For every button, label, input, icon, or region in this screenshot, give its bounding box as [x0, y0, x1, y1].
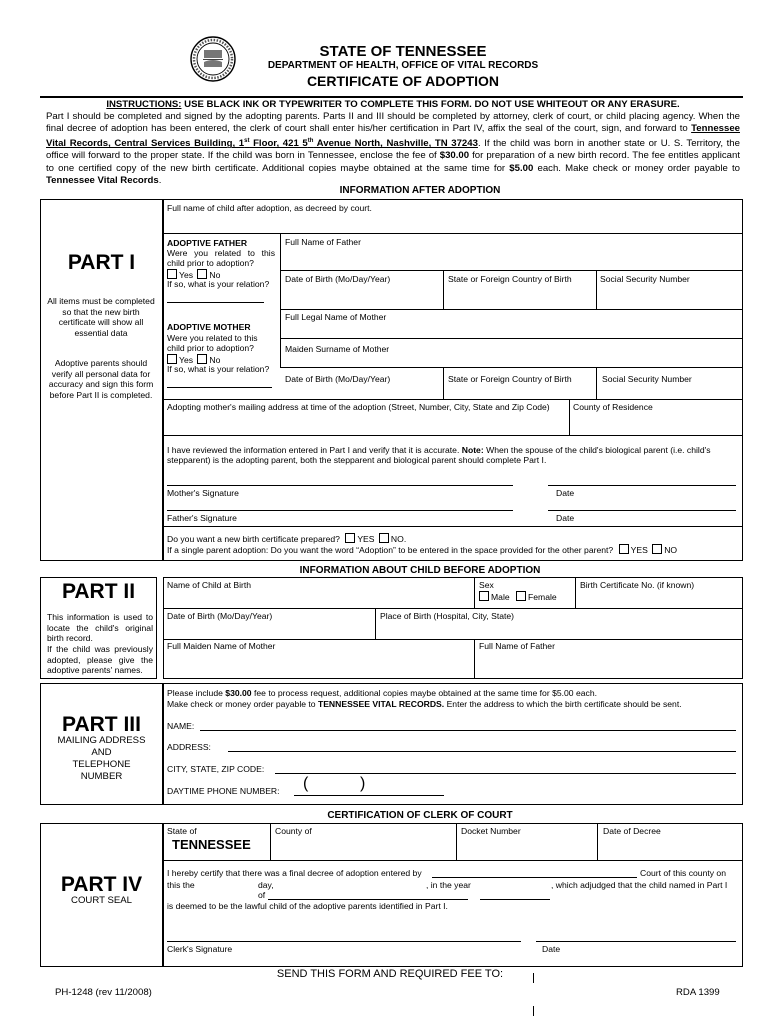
- col-divider: [456, 823, 457, 860]
- name-field-label: NAME:: [167, 721, 195, 731]
- col-divider: [597, 823, 598, 860]
- decree-date-label[interactable]: Date of Decree: [603, 826, 661, 836]
- row-divider: [163, 399, 743, 400]
- city-field-line[interactable]: [275, 773, 736, 774]
- state-value: TENNESSEE: [172, 837, 251, 852]
- part3-subtitle-4: NUMBER: [80, 771, 123, 782]
- row-divider: [163, 526, 743, 527]
- col-divider: [280, 233, 281, 367]
- part2-note2: If the child was previously adopted, please give the adoptive parents' names.: [47, 644, 153, 676]
- mother-relation-label: If so, what is your relation?: [167, 364, 270, 374]
- docket-number-label[interactable]: Docket Number: [461, 826, 521, 836]
- city-field-label: CITY, STATE, ZIP CODE:: [167, 764, 265, 774]
- new-cert-no: NO.: [390, 534, 407, 544]
- instructions-fee1: $30.00: [439, 150, 470, 162]
- address-field-line[interactable]: [228, 751, 736, 752]
- addr-sup2: th: [307, 138, 314, 145]
- fee-b: fee to process request, additional copies maybe obtained at the same time for $5.00 each.: [251, 688, 597, 698]
- pay-name: TENNESSEE VITAL RECORDS.: [317, 699, 445, 709]
- instructions-fee2: $5.00: [509, 162, 534, 174]
- father-ssn-label[interactable]: Social Security Number: [600, 274, 690, 284]
- part3-subtitle-1: MAILING ADDRESS: [57, 735, 146, 746]
- row-divider: [163, 435, 743, 436]
- mother-yes-checkbox[interactable]: [167, 354, 177, 364]
- verification-text: [167, 445, 737, 466]
- place-of-birth-label[interactable]: Place of Birth (Hospital, City, State): [380, 611, 515, 621]
- part3-title: PART III: [62, 713, 141, 736]
- row-divider: [280, 309, 743, 310]
- pay-b: Enter the address to which the birth certificate should be sent.: [444, 699, 682, 709]
- father-relation-line: [167, 302, 264, 303]
- single-no: NO: [664, 545, 678, 555]
- part3-subtitle-3: TELEPHONE: [72, 759, 131, 770]
- cert-text-h: is deemed to be the lawful child of the adoptive parents identified in Part I.: [167, 901, 448, 911]
- row-divider: [163, 860, 743, 861]
- pay-a: Make check or money order payable to: [167, 699, 318, 709]
- header-rule: [40, 96, 743, 98]
- mother-yes-label: Yes: [179, 355, 194, 365]
- col-divider: [474, 577, 475, 608]
- single-yes-checkbox[interactable]: [619, 544, 629, 554]
- part2-form: [163, 577, 743, 679]
- rda-number: RDA 1399: [676, 987, 720, 998]
- new-cert-no-checkbox[interactable]: [379, 533, 389, 543]
- col-divider: [596, 367, 597, 399]
- phone-field-label: DAYTIME PHONE NUMBER:: [167, 786, 280, 796]
- addr-a: Tennessee Vital Records, Central Services Building, 1: [46, 123, 740, 150]
- cert-text-e: , in the year: [426, 880, 471, 890]
- col-divider: [443, 367, 444, 399]
- col-divider: [375, 608, 376, 639]
- mailing-address-label[interactable]: Adopting mother's mailing address at time of the adoption (Street, Number, City, State and Zip Code): [167, 402, 550, 412]
- part2-title: PART II: [61, 580, 136, 603]
- part2-note: This information is used to locate the child's original birth record.: [47, 612, 153, 644]
- county-of-label[interactable]: County of: [275, 826, 312, 836]
- adoptive-mother-heading: ADOPTIVE MOTHER: [167, 322, 251, 332]
- name-field-line[interactable]: [200, 730, 736, 731]
- department-title: DEPARTMENT OF HEALTH, OFFICE OF VITAL RECORDS: [267, 60, 539, 71]
- row-divider: [163, 639, 743, 640]
- child-dob-label[interactable]: Date of Birth (Mo/Day/Year): [167, 611, 273, 621]
- cert-text-g: of: [258, 890, 266, 900]
- state-title: STATE OF TENNESSEE: [319, 43, 487, 60]
- mother-ssn-label[interactable]: Social Security Number: [602, 374, 692, 384]
- footer-mark: [533, 973, 534, 983]
- mother-related-question: Were you related to this child prior to adoption?: [167, 333, 258, 354]
- father-signature-line: [167, 510, 513, 511]
- addr-b: Floor, 421 5: [249, 138, 308, 150]
- send-form-instruction: SEND THIS FORM AND REQUIRED FEE TO:: [276, 968, 504, 980]
- father-birthplace-label[interactable]: State or Foreign Country of Birth: [448, 274, 572, 284]
- section-info-before: INFORMATION ABOUT CHILD BEFORE ADOPTION: [299, 565, 541, 576]
- name-at-birth-label[interactable]: Name of Child at Birth: [167, 580, 252, 590]
- fee-a: Please include: [167, 688, 226, 698]
- clerk-date-label[interactable]: Date: [542, 944, 561, 954]
- sex-options: [479, 591, 557, 602]
- part4-subtitle: COURT SEAL: [71, 895, 132, 906]
- father-date-label[interactable]: Date: [556, 513, 575, 523]
- single-no-checkbox[interactable]: [652, 544, 662, 554]
- clerk-signature-label[interactable]: Clerk's Signature: [167, 944, 233, 954]
- state-of-label: State of: [167, 826, 197, 836]
- mother-dob-label[interactable]: Date of Birth (Mo/Day/Year): [285, 374, 391, 384]
- county-residence-label[interactable]: County of Residence: [573, 402, 653, 412]
- form-number: PH-1248 (rev 11/2008): [55, 987, 152, 998]
- cert-court-line[interactable]: [432, 877, 637, 878]
- addr-c: Avenue North, Nashville, TN 37243: [313, 138, 478, 150]
- mother-signature-label[interactable]: Mother's Signature: [167, 488, 239, 498]
- verify-b: When the spouse of the child's biological parent (i.e. child's stepparent) is the adopting parent, both the stepparent and biological parent should complete Part I.: [167, 445, 711, 466]
- single-parent-question: [167, 544, 677, 555]
- mother-no-checkbox[interactable]: [197, 354, 207, 364]
- section-info-after: INFORMATION AFTER ADOPTION: [339, 185, 501, 196]
- part3-fee-text: [167, 688, 737, 698]
- cert-text-c: this the: [167, 880, 195, 890]
- father-date-line: [548, 510, 736, 511]
- new-cert-q: Do you want a new birth certificate prepared?: [167, 534, 340, 544]
- new-certificate-question: [167, 533, 406, 544]
- single-q: If a single parent adoption: Do you want the word “Adoption” to be entered in the space provided for the other parent?: [167, 545, 614, 555]
- part1-title: PART I: [67, 251, 136, 274]
- instructions-lead-text: USE BLACK INK OR TYPEWRITER TO COMPLETE THIS FORM. DO NOT USE WHITEOUT OR ANY ERASURE.: [184, 99, 680, 110]
- row-divider: [280, 338, 743, 339]
- addr-sup1: st: [244, 138, 250, 145]
- maiden-surname-label[interactable]: Maiden Surname of Mother: [285, 344, 390, 354]
- instructions-lead: [46, 99, 740, 110]
- father-yes-checkbox[interactable]: [167, 269, 177, 279]
- section-clerk: CERTIFICATION OF CLERK OF COURT: [327, 810, 513, 821]
- father-related-question: Were you related to this child prior to adoption?: [167, 248, 275, 269]
- part3-payable-text: [167, 699, 737, 709]
- instructions-p1: Part I should be completed and signed by the adopting parents. Parts II and III should be completed by attorney, clerk of court, or child placing agency. When the final decree of adoption has been entered, the clerk of court shall enter his/her certification in Part IV, affix the seal of the court, sign, and forward to: [46, 111, 740, 135]
- mother-date-line: [548, 485, 736, 486]
- child-name-label[interactable]: Full name of child after adoption, as decreed by court.: [167, 203, 372, 213]
- row-divider: [163, 608, 743, 609]
- phone-area-open: (: [303, 775, 309, 792]
- state-seal: [190, 36, 236, 82]
- cert-year-line[interactable]: [480, 899, 550, 900]
- instructions-label: INSTRUCTIONS:: [106, 99, 182, 110]
- new-cert-yes: YES: [357, 534, 375, 544]
- col-divider: [575, 577, 576, 608]
- instructions-body: [46, 111, 740, 187]
- maiden-mother-label[interactable]: Full Maiden Name of Mother: [167, 641, 276, 651]
- female-checkbox[interactable]: [516, 591, 526, 601]
- part1-note2: Adoptive parents should verify all personal data for accuracy and sign this form before Part II is completed.: [48, 358, 154, 400]
- father-no-checkbox[interactable]: [197, 269, 207, 279]
- col-divider: [596, 270, 597, 309]
- instructions-p5: .: [158, 174, 162, 186]
- single-yes: YES: [630, 545, 648, 555]
- instructions-p2: . If the child was born in another state or U. S. Territory, the office will forward to the proper state. If the child was born in Tennessee, enclose the fee of: [46, 138, 740, 162]
- address-field-label: ADDRESS:: [167, 742, 211, 752]
- male-checkbox[interactable]: [479, 591, 489, 601]
- clerk-signature-line: [167, 941, 521, 942]
- col-divider: [270, 823, 271, 860]
- footer-mark: [533, 1006, 534, 1016]
- mother-name-label[interactable]: Full Legal Name of Mother: [285, 312, 387, 322]
- instructions-payee: Tennessee Vital Records: [46, 174, 159, 186]
- mother-relation-line: [167, 387, 272, 388]
- mother-signature-line: [167, 485, 513, 486]
- form-title: CERTIFICATE OF ADOPTION: [306, 73, 500, 89]
- cert-text-b: Court of this county on: [640, 868, 726, 878]
- row-divider: [280, 270, 743, 271]
- father-dob-label[interactable]: Date of Birth (Mo/Day/Year): [285, 274, 391, 284]
- col-divider: [443, 270, 444, 309]
- father-no-label: No: [209, 270, 221, 280]
- cert-text-d: day,: [258, 880, 274, 890]
- male-label: Male: [491, 592, 510, 602]
- phone-area-close: ): [360, 775, 366, 792]
- mother-birthplace-label[interactable]: State or Foreign Country of Birth: [448, 374, 572, 384]
- cert-of-line[interactable]: [268, 899, 468, 900]
- phone-field-line[interactable]: [294, 795, 444, 796]
- sex-label: Sex: [479, 580, 494, 590]
- mother-no-label: No: [209, 355, 221, 365]
- father-full-name-label[interactable]: Full Name of Father: [479, 641, 555, 651]
- mother-date-label[interactable]: Date: [556, 488, 575, 498]
- father-name-label[interactable]: Full Name of Father: [285, 237, 361, 247]
- adoptive-father-heading: ADOPTIVE FATHER: [167, 238, 248, 248]
- cert-text-f: , which adjudged that the child named in Part I: [551, 880, 728, 890]
- father-relation-label: If so, what is your relation?: [167, 279, 270, 289]
- clerk-date-line: [536, 941, 736, 942]
- row-divider: [163, 233, 743, 234]
- female-label: Female: [528, 592, 557, 602]
- father-yes-label: Yes: [179, 270, 194, 280]
- part1-note1: All items must be completed so that the new birth certificate will show all essential data: [47, 296, 155, 338]
- father-signature-label[interactable]: Father's Signature: [167, 513, 237, 523]
- part4-title: PART IV: [60, 873, 143, 896]
- instructions-p4: each. Make check or money order payable to: [533, 162, 740, 174]
- verify-note: Note:: [461, 445, 484, 455]
- part3-subtitle-2: AND: [91, 747, 112, 758]
- col-divider: [474, 639, 475, 679]
- verify-a: I have reviewed the information entered in Part I and verify that it is accurate.: [167, 445, 462, 455]
- col-divider: [569, 399, 570, 435]
- fee-amt: $30.00: [225, 688, 252, 698]
- row-divider: [280, 367, 743, 368]
- birth-cert-no-label[interactable]: Birth Certificate No. (if known): [580, 580, 695, 590]
- cert-text-a: I hereby certify that there was a final decree of adoption entered by: [167, 868, 422, 878]
- instructions-p3: for preparation of a new birth record. The fee entitles applicant to one certified copy of the new birth certificate. Additional copies maybe obtained at the same time for: [46, 150, 740, 174]
- new-cert-yes-checkbox[interactable]: [345, 533, 355, 543]
